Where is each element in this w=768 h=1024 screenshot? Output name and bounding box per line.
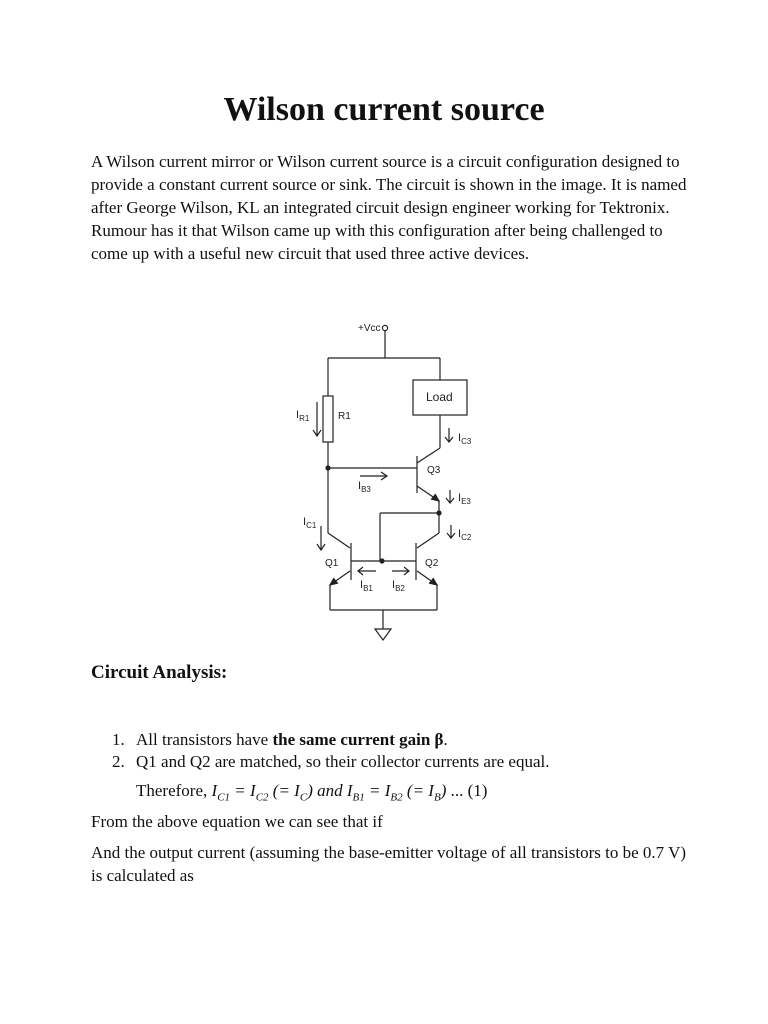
list-item [91,729,550,751]
q1-label: Q1 [325,558,339,569]
ic2-label: $I_{C2}$ [458,528,472,542]
ir1-label: $I_{R1}$ [296,409,310,423]
ib2-label: $I_{B2}$ [392,579,405,593]
ground-symbol [375,629,391,640]
body-paragraph: From the above equation we can see that if [91,812,383,831]
q2-emitter-arrowhead [429,578,437,585]
list-item [91,751,550,773]
wilson-circuit-diagram [290,318,480,648]
ic1-label: $I_{C1}$ [303,516,317,530]
q3-emitter-arrowhead [431,494,439,501]
page-title: Wilson current source [223,91,545,128]
ie3-label: $I_{E3}$ [458,492,471,506]
r1-resistor [323,396,333,442]
equation-line: Therefore, $I_{C1} = I_{C2}$ (= $I_C$) and $I_{B1} = I_{B2}$ (= $I_B$) ... (1) [136,781,488,804]
list-text: Q1 and Q2 are matched, so their collector currents are equal. [136,752,550,771]
ib3-label: $I_{B3}$ [358,480,371,494]
ib1-label: $I_{B1}$ [360,579,373,593]
list-number: 2. [112,752,125,771]
body-paragraph: And the output current (assuming the base-emitter voltage of all transistors to be 0.7 V) is calculated as [91,843,687,885]
list-text-bold: the same current gain β [272,730,444,749]
assumption-list [91,729,550,773]
q1-emitter-arrowhead [330,578,338,585]
load-label: Load [426,390,453,404]
list-text: All transistors have [136,730,273,749]
intro-paragraph: A Wilson current mirror or Wilson current source is a circuit configuration designed to provide a constant current source or sink. The circuit is shown in the image. It is named after George Wilson, KL an integrated circuit design engineer working for Tektronix. Rumour has it that Wilson came up with this configuration after being challenged to come up with a useful new circuit that used three active devices. [91,152,687,263]
q3-label: Q3 [427,465,441,476]
q2-collector-diag [417,533,439,548]
ic3-label: $I_{C3}$ [458,432,472,446]
section-heading: Circuit Analysis: [91,662,228,683]
q3-collector [417,448,440,463]
r1-label: R1 [338,411,351,422]
vcc-label: +Vcc [358,323,381,334]
q2-label: Q2 [425,558,439,569]
vcc-terminal [382,325,387,330]
list-text-end: . [443,730,448,749]
q1-collector-diag [328,533,350,548]
node-base-tie [380,559,384,563]
list-number: 1. [112,730,125,749]
